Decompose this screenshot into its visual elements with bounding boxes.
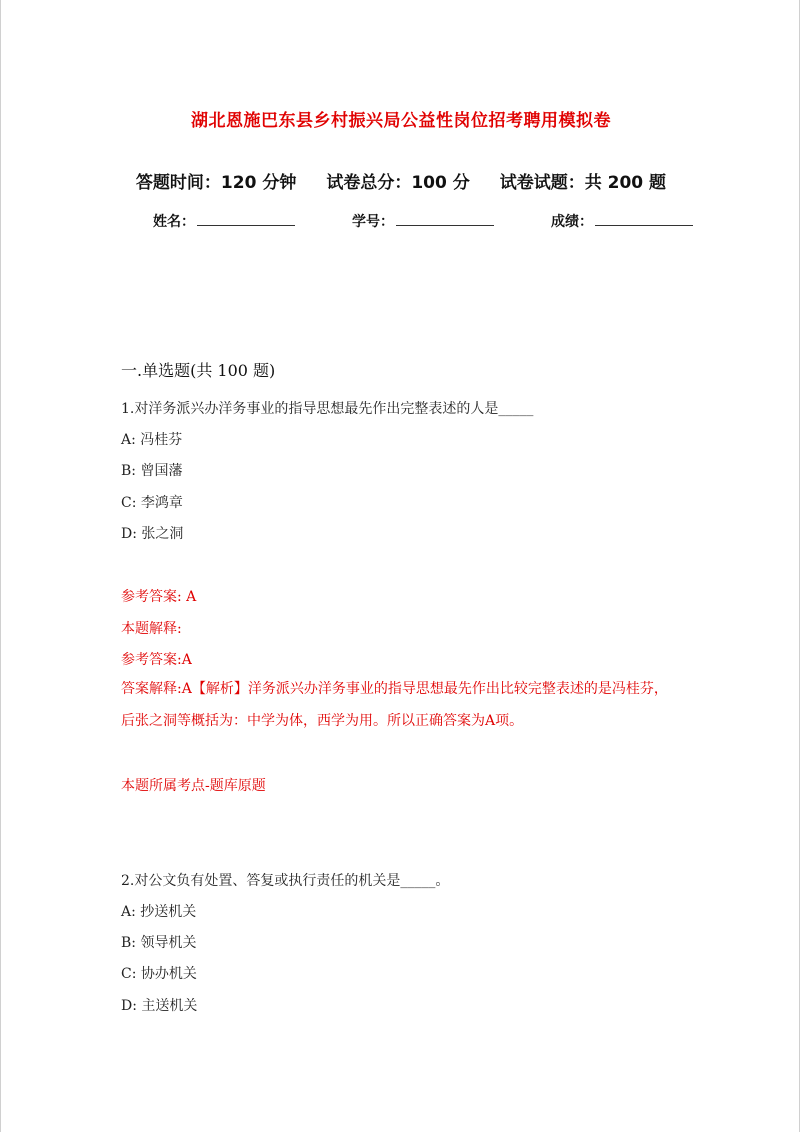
- question-1-option-d: D: 张之洞: [121, 526, 184, 542]
- question-1-option-a: A: 冯桂芬: [121, 432, 183, 448]
- exam-meta-row: [1, 168, 800, 193]
- id-blank: [396, 211, 494, 226]
- question-2-option-a: A: 抄送机关: [121, 904, 197, 920]
- question-1-stem: 1.对洋务派兴办洋务事业的指导思想最先作出完整表述的人是_____: [121, 401, 534, 417]
- question-1-option-b: B: 曾国藩: [121, 463, 183, 479]
- question-2-option-d: D: 主送机关: [121, 998, 198, 1014]
- name-label: 姓名：: [153, 214, 195, 230]
- student-info-row: [153, 211, 693, 231]
- id-label: 学号：: [352, 214, 394, 230]
- exam-title: 湖北恩施巴东县乡村振兴局公益性岗位招考聘用模拟卷: [191, 111, 611, 131]
- id-field: [352, 211, 494, 231]
- score-blank: [595, 211, 693, 226]
- section-heading: 一.单选题(共 100 题): [121, 361, 276, 380]
- exam-time: 答题时间：120 分钟: [135, 173, 297, 193]
- question-2-option-b: B: 领导机关: [121, 935, 197, 951]
- score-label: 成绩：: [551, 214, 593, 230]
- question-1-reference-answer-2: 参考答案:A: [121, 652, 192, 668]
- name-field: [153, 211, 295, 231]
- question-2-stem: 2.对公文负有处置、答复或执行责任的机关是_____。: [121, 873, 450, 889]
- name-blank: [197, 211, 295, 226]
- question-2-option-c: C: 协办机关: [121, 966, 197, 982]
- question-1-reference-answer: 参考答案: A: [121, 589, 197, 605]
- question-1-option-c: C: 李鸿章: [121, 495, 183, 511]
- question-1-source: 本题所属考点-题库原题: [121, 778, 266, 794]
- question-1-analysis: 答案解释:A【解析】洋务派兴办洋务事业的指导思想最先作出比较完整表述的是冯桂芬，后张之洞等概括为：中学为体，西学为用。所以正确答案为A项。: [121, 681, 668, 729]
- question-1-explanation-label: 本题解释:: [121, 621, 182, 637]
- exam-question-count: 试卷试题：共 200 题: [499, 173, 667, 193]
- score-field: [551, 211, 693, 231]
- exam-total-score: 试卷总分：100 分: [326, 173, 470, 193]
